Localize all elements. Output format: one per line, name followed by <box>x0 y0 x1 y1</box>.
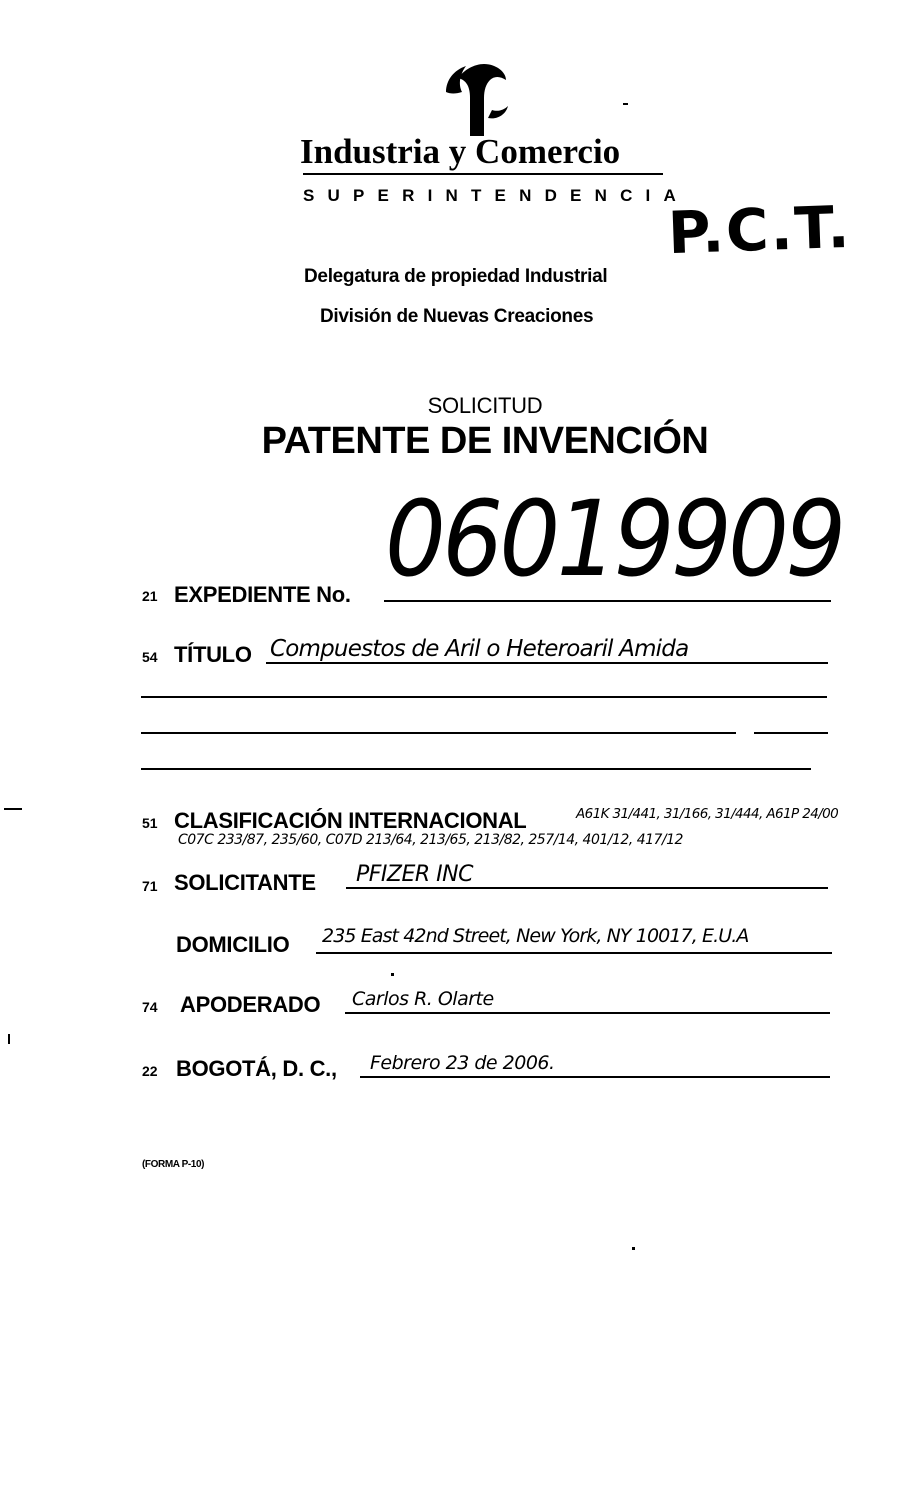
solicitante-code: 71 <box>142 878 158 894</box>
expediente-code: 21 <box>142 588 158 604</box>
titulo-line-2 <box>141 696 827 698</box>
titulo-line-1 <box>266 662 828 664</box>
titulo-value: Compuestos de Aril o Heteroaril Amida <box>270 636 689 662</box>
form-number: (FORMA P-10) <box>142 1159 205 1170</box>
expediente-value: 06019909 <box>385 478 843 600</box>
solicitante-line <box>346 887 828 889</box>
clasificacion-label: CLASIFICACIÓN INTERNACIONAL <box>174 808 527 833</box>
titulo-line-3a <box>141 732 736 734</box>
fecha-line <box>360 1076 830 1078</box>
brand-title: Industria y Comercio <box>300 132 621 171</box>
solicitante-label: SOLICITANTE <box>174 870 316 895</box>
scan-mark <box>632 1247 635 1250</box>
fecha-label: BOGOTÁ, D. C., <box>176 1056 337 1081</box>
scan-mark <box>4 808 22 810</box>
apoderado-line <box>345 1012 830 1014</box>
clasificacion-value-1: A61K 31/441, 31/166, 31/444, A61P 24/00 <box>576 806 839 822</box>
expediente-label: EXPEDIENTE No. <box>174 582 351 607</box>
brand-divider <box>303 173 663 175</box>
apoderado-label: APODERADO <box>180 992 321 1017</box>
apoderado-code: 74 <box>142 999 158 1015</box>
scan-mark <box>8 1034 10 1044</box>
form-title: PATENTE DE INVENCIÓN <box>261 420 709 462</box>
titulo-code: 54 <box>142 649 158 665</box>
domicilio-value: 235 East 42nd Street, New York, NY 10017, E.U.A <box>322 925 749 947</box>
titulo-label: TÍTULO <box>174 642 252 667</box>
scan-mark <box>391 973 394 976</box>
apoderado-value: Carlos R. Olarte <box>352 988 494 1010</box>
solicitante-value: PFIZER INC <box>356 862 473 887</box>
clasificacion-value-2: C07C 233/87, 235/60, C07D 213/64, 213/65, 213/82, 257/14, 401/12, 417/12 <box>178 832 683 848</box>
clasificacion-code: 51 <box>142 815 158 831</box>
fecha-value: Febrero 23 de 2006. <box>370 1052 555 1074</box>
scan-mark <box>623 103 628 105</box>
titulo-line-3b <box>754 732 828 734</box>
titulo-line-4 <box>141 768 811 770</box>
sic-logo <box>440 58 510 138</box>
delegatura-label: Delegatura de propiedad Industrial <box>304 266 608 287</box>
domicilio-label: DOMICILIO <box>176 932 290 957</box>
division-label: División de Nuevas Creaciones <box>320 306 594 327</box>
pct-stamp: P.C.T. <box>666 192 853 268</box>
form-type-label: SOLICITUD <box>427 393 543 418</box>
brand-subtitle: SUPERINTENDENCIA <box>303 186 689 205</box>
expediente-line <box>384 600 831 602</box>
fecha-code: 22 <box>142 1063 158 1079</box>
domicilio-line <box>316 952 832 954</box>
